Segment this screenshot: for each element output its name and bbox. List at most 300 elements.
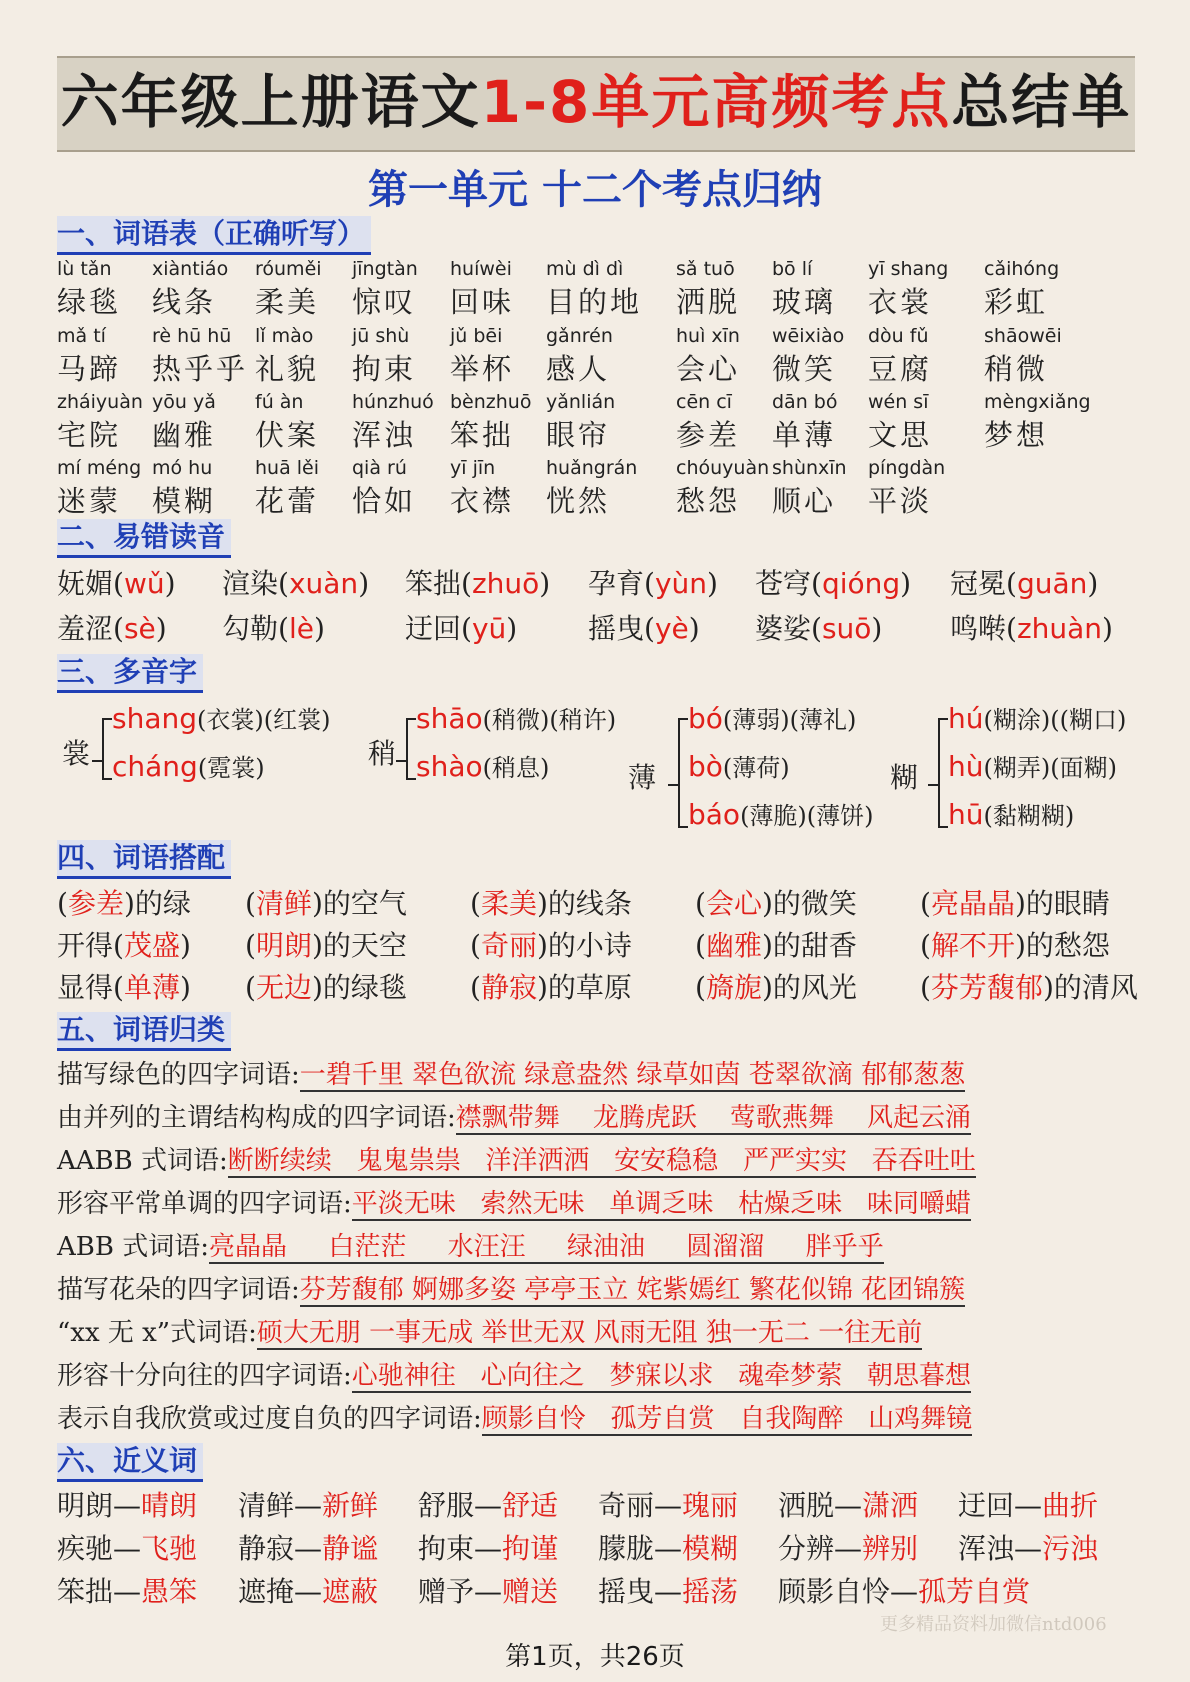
category-row xyxy=(57,1312,922,1349)
category-row xyxy=(57,1269,965,1306)
paren-open: ( xyxy=(113,929,124,962)
category-label: 形容十分向往的四字词语: xyxy=(57,1361,352,1391)
polyphone-reading xyxy=(112,748,265,783)
collocation-suffix: 的草原 xyxy=(547,971,632,1004)
paren-open: ( xyxy=(644,567,655,600)
vocab-word: 惊叹 xyxy=(352,285,417,319)
paren-open: ( xyxy=(644,612,655,645)
collocation-suffix: 的微笑 xyxy=(772,887,857,920)
paren-open: ( xyxy=(1006,567,1017,600)
paren-close: ) xyxy=(1014,929,1026,962)
synonym-pair xyxy=(418,1570,558,1610)
synonym-dash: — xyxy=(294,1489,323,1522)
collocation-suffix: 的天空 xyxy=(322,929,407,962)
category-label: 描写绿色的四字词语: xyxy=(57,1060,300,1090)
paren-open: ( xyxy=(245,929,256,962)
paren-open: ( xyxy=(461,567,472,600)
synonym-word: 摇曳 xyxy=(598,1575,655,1608)
polyphone-pinyin: hū xyxy=(948,798,984,831)
collocation-suffix: 的清风 xyxy=(1053,971,1138,1004)
paren-close: ) xyxy=(311,929,323,962)
synonym-word: 奇丽 xyxy=(598,1489,655,1522)
synonym-dash: — xyxy=(1014,1532,1043,1565)
collocation-item xyxy=(245,882,407,922)
paren-close: ) xyxy=(313,612,325,645)
collocation-answer: 静寂 xyxy=(480,971,537,1004)
collocation-answer: 单薄 xyxy=(123,971,180,1004)
pronunciation-word: 渲染 xyxy=(222,567,279,600)
pronunciation-item xyxy=(755,607,882,647)
synonym-word: 浑浊 xyxy=(958,1532,1015,1565)
vocab-pinyin: jū shù xyxy=(352,325,410,347)
synonym-dash: — xyxy=(654,1575,683,1608)
section-heading-polyphones: 三、多音字 xyxy=(57,654,203,693)
synonym-match: 孤芳自赏 xyxy=(918,1575,1031,1608)
collocation-suffix: 的小诗 xyxy=(547,929,632,962)
pronunciation-item xyxy=(588,607,700,647)
vocab-pinyin: dān bó xyxy=(772,391,838,413)
vocab-pinyin: chóuyuàn xyxy=(676,457,770,479)
vocab-word: 平淡 xyxy=(868,484,933,518)
polyphone-examples: (薄荷) xyxy=(722,754,790,782)
vocab-word: 梦想 xyxy=(984,418,1049,452)
polyphone-pinyin: cháng xyxy=(112,750,198,783)
vocab-word: 玻璃 xyxy=(772,285,837,319)
synonym-dash: — xyxy=(834,1489,863,1522)
synonym-pair xyxy=(57,1570,197,1610)
paren-close: ) xyxy=(155,612,167,645)
collocation-answer: 解不开 xyxy=(930,929,1015,962)
vocab-pinyin: cǎihóng xyxy=(984,258,1060,280)
vocab-pinyin: shāowēi xyxy=(984,325,1062,347)
pronunciation-pinyin: sè xyxy=(123,612,156,645)
vocab-pinyin: sǎ tuō xyxy=(676,258,735,280)
vocab-pinyin: lù tǎn xyxy=(57,258,112,280)
category-words: 襟飘带舞 龙腾虎跃 莺歌燕舞 风起云涌 xyxy=(455,1103,971,1133)
collocation-item xyxy=(57,924,191,964)
pronunciation-item xyxy=(950,607,1113,647)
category-words: 平淡无味 索然无味 单调乏味 枯燥乏味 味同嚼蜡 xyxy=(351,1189,971,1219)
pronunciation-pinyin: zhuàn xyxy=(1016,612,1103,645)
pronunciation-pinyin: qióng xyxy=(821,567,901,600)
synonym-word: 洒脱 xyxy=(778,1489,835,1522)
category-words: 断断续续 鬼鬼祟祟 洋洋洒洒 安安稳稳 严严实实 吞吞吐吐 xyxy=(227,1146,976,1176)
category-row xyxy=(57,1183,971,1220)
pronunciation-pinyin: suō xyxy=(821,612,872,645)
synonym-pair xyxy=(598,1527,738,1567)
section-heading-pronunciation: 二、易错读音 xyxy=(57,519,231,558)
synonym-dash: — xyxy=(113,1575,142,1608)
synonym-match: 拘谨 xyxy=(502,1532,559,1565)
bracket-connector xyxy=(928,784,940,786)
pronunciation-pinyin: yùn xyxy=(654,567,708,600)
paren-open: ( xyxy=(245,887,256,920)
vocab-word: 宅院 xyxy=(57,418,122,452)
synonym-match: 舒适 xyxy=(502,1489,559,1522)
paren-close: ) xyxy=(1087,567,1099,600)
category-row xyxy=(57,1355,971,1392)
section-heading-collocations: 四、词语搭配 xyxy=(57,840,231,879)
pronunciation-pinyin: xuàn xyxy=(288,567,359,600)
vocab-word: 单薄 xyxy=(772,418,837,452)
paren-open: ( xyxy=(920,971,931,1004)
vocab-word: 衣裳 xyxy=(868,285,933,319)
pronunciation-word: 苍穹 xyxy=(755,567,812,600)
synonym-match: 污浊 xyxy=(1042,1532,1099,1565)
collocation-answer: 芬芳馥郁 xyxy=(930,971,1043,1004)
polyphone-examples: (薄脆)(薄饼) xyxy=(740,802,874,830)
polyphone-bracket xyxy=(102,718,112,780)
category-label: 描写花朵的四字词语: xyxy=(57,1275,300,1305)
paren-close: ) xyxy=(536,929,548,962)
paren-close: ) xyxy=(164,567,176,600)
polyphone-reading xyxy=(688,700,856,735)
vocab-pinyin: zháiyuàn xyxy=(57,391,143,413)
polyphone-reading xyxy=(948,796,1074,831)
synonym-dash: — xyxy=(1014,1489,1043,1522)
vocab-word: 眼帘 xyxy=(546,418,611,452)
synonym-word: 疾驰 xyxy=(57,1532,114,1565)
pronunciation-item xyxy=(755,562,911,602)
synonym-word: 静寂 xyxy=(238,1532,295,1565)
paren-open: ( xyxy=(470,887,481,920)
category-words: 芬芳馥郁 婀娜多姿 亭亭玉立 姹紫嫣红 繁花似锦 花团锦簇 xyxy=(299,1275,966,1305)
polyphone-examples: (衣裳)(红裳) xyxy=(197,706,331,734)
paren-close: ) xyxy=(358,567,370,600)
synonym-word: 笨拙 xyxy=(57,1575,114,1608)
category-label: 由并列的主谓结构构成的四字词语: xyxy=(57,1103,456,1133)
synonym-word: 朦胧 xyxy=(598,1532,655,1565)
synonym-match: 曲折 xyxy=(1042,1489,1099,1522)
synonym-match: 晴朗 xyxy=(141,1489,198,1522)
collocation-answer: 无边 xyxy=(255,971,312,1004)
category-row xyxy=(57,1226,884,1263)
collocation-item xyxy=(695,882,857,922)
collocation-suffix: 的甜香 xyxy=(772,929,857,962)
paren-open: ( xyxy=(470,971,481,1004)
vocab-pinyin: xiàntiáo xyxy=(152,258,229,280)
polyphone-reading xyxy=(688,748,790,783)
category-words: 一碧千里 翠色欲流 绿意盎然 绿草如茵 苍翠欲滴 郁郁葱葱 xyxy=(299,1060,966,1090)
vocab-pinyin: fú àn xyxy=(255,391,304,413)
synonym-pair xyxy=(418,1527,558,1567)
paren-open: ( xyxy=(811,612,822,645)
category-row xyxy=(57,1097,971,1134)
vocab-word: 愁怨 xyxy=(676,484,741,518)
vocab-pinyin: bō lí xyxy=(772,258,813,280)
pronunciation-word: 妩媚 xyxy=(57,567,114,600)
vocab-pinyin: wēixiào xyxy=(772,325,845,347)
vocab-pinyin: huíwèi xyxy=(450,258,512,280)
synonym-word: 迂回 xyxy=(958,1489,1015,1522)
polyphone-pinyin: shang xyxy=(112,702,198,735)
paren-open: ( xyxy=(695,929,706,962)
vocab-pinyin: cēn cī xyxy=(676,391,732,413)
synonym-word: 赠予 xyxy=(418,1575,475,1608)
pronunciation-word: 迂回 xyxy=(405,612,462,645)
paren-open: ( xyxy=(461,612,472,645)
vocab-pinyin: huā lěi xyxy=(255,457,320,479)
vocab-word: 稍微 xyxy=(984,352,1049,386)
collocation-answer: 柔美 xyxy=(480,887,537,920)
paren-open: ( xyxy=(278,567,289,600)
vocab-word: 拘束 xyxy=(352,352,417,386)
collocation-suffix: 的线条 xyxy=(547,887,632,920)
paren-close: ) xyxy=(1042,971,1054,1004)
collocation-answer: 茂盛 xyxy=(123,929,180,962)
paren-open: ( xyxy=(113,971,124,1004)
polyphone-examples: (稍息) xyxy=(482,754,550,782)
category-label: 形容平常单调的四字词语: xyxy=(57,1189,352,1219)
vocab-word: 幽雅 xyxy=(152,418,217,452)
page-title: 六年级上册语文1-8单元高频考点总结单 xyxy=(60,68,1132,136)
synonym-dash: — xyxy=(474,1575,503,1608)
synonym-pair xyxy=(238,1570,378,1610)
synonym-pair xyxy=(958,1527,1098,1567)
vocab-pinyin: mù dì dì xyxy=(546,258,624,280)
pronunciation-item xyxy=(405,562,550,602)
pronunciation-pinyin: yè xyxy=(654,612,689,645)
paren-open: ( xyxy=(470,929,481,962)
paren-close: ) xyxy=(179,971,191,1004)
synonym-match: 瑰丽 xyxy=(682,1489,739,1522)
synonym-dash: — xyxy=(294,1575,323,1608)
paren-close: ) xyxy=(707,567,718,600)
vocab-word: 会心 xyxy=(676,352,741,386)
category-words: 硕大无朋 一事无成 举世无双 风雨无阻 独一无二 一往无前 xyxy=(256,1318,923,1348)
polyphone-bracket xyxy=(938,718,948,828)
vocab-word: 迷蒙 xyxy=(57,484,122,518)
collocation-suffix: 的空气 xyxy=(322,887,407,920)
synonym-word: 清鲜 xyxy=(238,1489,295,1522)
collocation-answer: 参差 xyxy=(67,887,124,920)
polyphone-reading xyxy=(112,700,330,735)
vocab-word: 花蕾 xyxy=(255,484,320,518)
vocab-word: 洒脱 xyxy=(676,285,741,319)
synonym-match: 愚笨 xyxy=(141,1575,198,1608)
synonym-pair xyxy=(238,1484,378,1524)
vocab-pinyin: huì xīn xyxy=(676,325,740,347)
paren-close: ) xyxy=(1014,887,1026,920)
pronunciation-item xyxy=(222,562,369,602)
polyphone-char: 薄 xyxy=(628,761,657,794)
paren-open: ( xyxy=(920,929,931,962)
synonym-match: 辨别 xyxy=(862,1532,919,1565)
bracket-connector xyxy=(92,760,104,762)
polyphone-char: 稍 xyxy=(368,737,397,770)
pronunciation-item xyxy=(57,562,176,602)
vocab-pinyin: húnzhuó xyxy=(352,391,434,413)
collocation-item xyxy=(695,966,857,1006)
vocab-pinyin: jīngtàn xyxy=(352,258,418,280)
vocab-pinyin: mí méng xyxy=(57,457,142,479)
vocab-pinyin: yī jīn xyxy=(450,457,496,479)
pronunciation-word: 婆娑 xyxy=(755,612,812,645)
paren-open: ( xyxy=(1006,612,1017,645)
pronunciation-pinyin: lè xyxy=(288,612,314,645)
vocab-pinyin: wén sī xyxy=(868,391,929,413)
paren-close: ) xyxy=(311,971,323,1004)
polyphone-pinyin: shào xyxy=(416,750,483,783)
paren-open: ( xyxy=(920,887,931,920)
polyphone-reading xyxy=(948,700,1126,735)
vocab-pinyin: shùnxīn xyxy=(772,457,847,479)
paren-close: ) xyxy=(900,567,912,600)
paren-open: ( xyxy=(113,612,124,645)
vocab-word: 彩虹 xyxy=(984,285,1049,319)
unit-title: 第一单元 十二个考点归纳 xyxy=(368,167,822,213)
pronunciation-item xyxy=(57,607,167,647)
paren-close: ) xyxy=(761,887,773,920)
vocab-word: 柔美 xyxy=(255,285,320,319)
synonym-word: 遮掩 xyxy=(238,1575,295,1608)
synonym-dash: — xyxy=(113,1532,142,1565)
paren-open: ( xyxy=(695,971,706,1004)
paren-close: ) xyxy=(761,929,773,962)
synonym-match: 新鲜 xyxy=(322,1489,379,1522)
vocab-word: 浑浊 xyxy=(352,418,417,452)
vocab-word: 目的地 xyxy=(546,285,643,319)
paren-close: ) xyxy=(688,612,700,645)
polyphone-reading xyxy=(416,748,549,783)
paren-open: ( xyxy=(113,567,124,600)
collocation-answer: 旖旎 xyxy=(705,971,762,1004)
collocation-suffix: 的绿毯 xyxy=(322,971,407,1004)
vocab-pinyin: gǎnrén xyxy=(546,325,613,347)
synonym-pair xyxy=(778,1527,918,1567)
vocab-word: 绿毯 xyxy=(57,285,122,319)
vocab-word: 微笑 xyxy=(772,352,837,386)
synonym-match: 赠送 xyxy=(502,1575,559,1608)
bracket-connector xyxy=(396,760,408,762)
collocation-item xyxy=(57,882,191,922)
pronunciation-item xyxy=(405,607,517,647)
collocation-suffix: 的眼睛 xyxy=(1025,887,1110,920)
paren-close: ) xyxy=(1102,612,1113,645)
polyphone-reading xyxy=(688,796,874,831)
pronunciation-word: 笨拙 xyxy=(405,567,462,600)
vocab-pinyin: jǔ bēi xyxy=(450,325,503,347)
synonym-pair xyxy=(418,1484,558,1524)
vocab-pinyin: rè hū hū xyxy=(152,325,232,347)
collocation-answer: 清鲜 xyxy=(255,887,312,920)
watermark: 更多精品资料加微信ntd006 xyxy=(880,1614,1107,1635)
paren-open: ( xyxy=(811,567,822,600)
vocab-word: 回味 xyxy=(450,285,515,319)
synonym-match: 潇洒 xyxy=(862,1489,919,1522)
vocab-word: 热乎乎 xyxy=(152,352,249,386)
synonym-dash: — xyxy=(654,1489,683,1522)
pronunciation-word: 孕育 xyxy=(588,567,645,600)
section-heading-synonyms: 六、近义词 xyxy=(57,1443,203,1482)
vocab-pinyin: lǐ mào xyxy=(255,325,314,347)
category-words: 顾影自怜 孤芳自赏 自我陶醉 山鸡舞镜 xyxy=(481,1404,973,1434)
synonym-dash: — xyxy=(474,1489,503,1522)
synonym-word: 明朗 xyxy=(57,1489,114,1522)
synonym-dash: — xyxy=(474,1532,503,1565)
polyphone-examples: (糊弄)(面糊) xyxy=(983,754,1117,782)
synonym-match: 模糊 xyxy=(682,1532,739,1565)
synonym-dash: — xyxy=(890,1575,919,1608)
category-row xyxy=(57,1140,976,1177)
polyphone-pinyin: shāo xyxy=(416,702,483,735)
synonym-pair xyxy=(778,1484,918,1524)
category-label: “xx 无 x”式词语: xyxy=(57,1318,257,1348)
pronunciation-item xyxy=(588,562,718,602)
collocation-answer: 幽雅 xyxy=(705,929,762,962)
synonym-pair xyxy=(238,1527,378,1567)
collocation-item xyxy=(245,924,407,964)
page-number: 第1页，共26页 xyxy=(505,1642,685,1672)
vocab-pinyin: mó hu xyxy=(152,457,213,479)
section-heading-categories: 五、词语归类 xyxy=(57,1012,231,1051)
synonym-pair xyxy=(958,1484,1098,1524)
vocab-pinyin: mèngxiǎng xyxy=(984,391,1091,413)
polyphone-char: 裳 xyxy=(62,737,91,770)
category-row xyxy=(57,1054,965,1091)
synonym-pair xyxy=(57,1484,197,1524)
polyphone-pinyin: báo xyxy=(688,798,741,831)
collocation-suffix: 的风光 xyxy=(772,971,857,1004)
vocab-pinyin: yī shang xyxy=(868,258,949,280)
collocation-answer: 会心 xyxy=(705,887,762,920)
pronunciation-pinyin: zhuō xyxy=(471,567,540,600)
collocation-prefix: 显得 xyxy=(57,971,114,1004)
vocab-pinyin: yǎnlián xyxy=(546,391,616,413)
paren-close: ) xyxy=(506,612,518,645)
polyphone-examples: (薄弱)(薄礼) xyxy=(722,706,857,734)
paren-open: ( xyxy=(57,887,68,920)
synonym-pair xyxy=(598,1570,738,1610)
collocation-item xyxy=(920,966,1138,1006)
polyphone-pinyin: bò xyxy=(688,750,723,783)
vocab-pinyin: róuměi xyxy=(255,258,322,280)
collocation-prefix: 开得 xyxy=(57,929,114,962)
pronunciation-pinyin: wǔ xyxy=(123,567,165,600)
category-words: 心驰神往 心向往之 梦寐以求 魂牵梦萦 朝思暮想 xyxy=(351,1361,971,1391)
synonym-match: 遮蔽 xyxy=(322,1575,379,1608)
paren-close: ) xyxy=(311,887,323,920)
bracket-connector xyxy=(668,784,680,786)
vocab-word: 笨拙 xyxy=(450,418,515,452)
paren-open: ( xyxy=(278,612,289,645)
polyphone-char: 糊 xyxy=(890,761,919,794)
polyphone-examples: (稍微)(稍许) xyxy=(482,706,617,734)
pronunciation-pinyin: yū xyxy=(471,612,507,645)
paren-close: ) xyxy=(179,929,191,962)
collocation-suffix: 的愁怨 xyxy=(1025,929,1110,962)
synonym-word: 顾影自怜 xyxy=(778,1575,891,1608)
vocab-word: 恍然 xyxy=(546,484,611,518)
vocab-pinyin: píngdàn xyxy=(868,457,946,479)
vocab-word: 参差 xyxy=(676,418,741,452)
category-label: AABB 式词语: xyxy=(57,1146,228,1176)
synonym-word: 分辨 xyxy=(778,1532,835,1565)
section-heading-vocab: 一、词语表（正确听写） xyxy=(57,216,371,255)
pronunciation-word: 羞涩 xyxy=(57,612,114,645)
vocab-pinyin: qià rú xyxy=(352,457,407,479)
polyphone-pinyin: hù xyxy=(948,750,984,783)
pronunciation-word: 勾勒 xyxy=(222,612,279,645)
collocation-answer: 亮晶晶 xyxy=(930,887,1015,920)
category-label: 表示自我欣赏或过度自负的四字词语: xyxy=(57,1404,482,1434)
vocab-word: 礼貌 xyxy=(255,352,320,386)
collocation-item xyxy=(920,882,1110,922)
collocation-item xyxy=(470,966,632,1006)
vocab-pinyin: bènzhuō xyxy=(450,391,532,413)
paren-close: ) xyxy=(871,612,883,645)
paren-close: ) xyxy=(539,567,551,600)
